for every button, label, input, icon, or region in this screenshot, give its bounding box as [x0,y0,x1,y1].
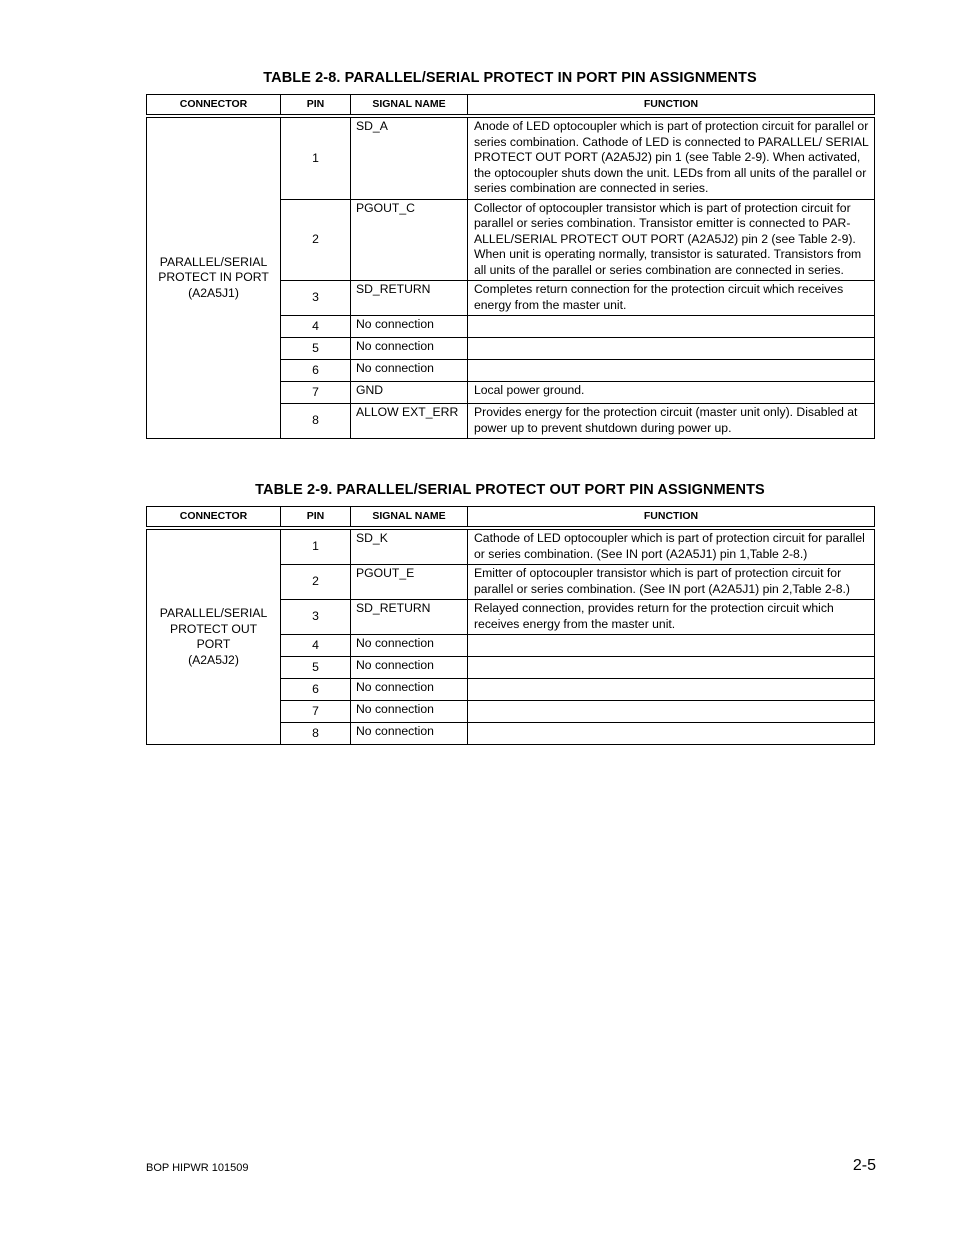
signal-cell: No connection [351,360,468,382]
pin-cell: 6 [281,679,351,701]
col-header-signal-name: SIGNAL NAME [351,507,468,527]
function-cell [468,338,875,360]
function-cell [468,635,875,657]
function-cell [468,701,875,723]
function-cell: Emitter of optocoupler transistor which is part of protection circuit for parallel or series combination. (See IN port (A2A5J1) pin 2,Table 2-8.) [468,565,875,600]
connector-line: PROTECT OUT [169,621,258,636]
connector-line: PARALLEL/SERIAL [159,254,268,269]
signal-cell: SD_RETURN [351,600,468,635]
connector-cell [147,530,281,745]
signal-cell: SD_RETURN [351,281,468,316]
signal-cell: No connection [351,701,468,723]
connector-line: (A2A5J1) [188,285,239,300]
table-2-8-title: TABLE 2-8. PARALLEL/SERIAL PROTECT IN PORT PIN ASSIGNMENTS [263,70,757,86]
table-2-8 [146,94,875,439]
pin-cell: 7 [281,382,351,404]
col-header-function: FUNCTION [468,95,875,115]
connector-line: PORT [196,637,231,651]
pin-cell: 7 [281,701,351,723]
function-cell: Provides energy for the protection circuit (master unit only). Disabled at power up to prevent shutdown during power up. [468,404,875,439]
table-row [147,530,875,565]
col-header-signal-name: SIGNAL NAME [351,95,468,115]
pin-cell: 4 [281,635,351,657]
pin-cell: 6 [281,360,351,382]
pin-cell: 5 [281,338,351,360]
pin-cell: 3 [281,600,351,635]
document-id: BOP HIPWR 101509 [146,1162,249,1174]
signal-cell: PGOUT_E [351,565,468,600]
function-cell: Local power ground. [468,382,875,404]
table-2-9 [146,506,875,745]
pin-cell: 5 [281,657,351,679]
connector-line: (A2A5J2) [188,652,239,667]
pin-cell: 8 [281,404,351,439]
col-header-pin: PIN [281,95,351,115]
pin-cell: 4 [281,316,351,338]
function-cell [468,723,875,745]
signal-cell: SD_A [351,118,468,200]
signal-cell: SD_K [351,530,468,565]
table-row [147,118,875,200]
function-cell [468,316,875,338]
col-header-connector: CONNECTOR [147,95,281,115]
signal-cell: No connection [351,657,468,679]
connector-line: PROTECT IN PORT [158,270,269,285]
pin-cell: 3 [281,281,351,316]
signal-cell: No connection [351,338,468,360]
function-cell: Relayed connection, provides return for the protection circuit which receives energy from the master unit. [468,600,875,635]
pin-cell: 1 [281,118,351,200]
function-cell [468,657,875,679]
function-cell: Cathode of LED optocoupler which is part of protection circuit for parallel or series combination. (See IN port (A2A5J1) pin 1,Table 2-8.) [468,530,875,565]
pin-cell: 2 [281,199,351,281]
connector-line: PARALLEL/SERIAL [159,606,268,620]
col-header-pin: PIN [281,507,351,527]
function-cell [468,679,875,701]
function-cell: Anode of LED optocoupler which is part of protection circuit for parallel or series combination. Cathode of LED is connected to PARALLEL/ SERIAL PROTECT OUT PORT (A2A5J2) pin 1 (see Table 2-9). When activated, the optocoupler shuts down the unit. LEDs from all units of the parallel or series combination are connected in series. [468,118,875,200]
function-cell: Completes return connection for the protection circuit which receives energy from the master unit. [468,281,875,316]
pin-cell: 8 [281,723,351,745]
signal-cell: ALLOW EXT_ERR [351,404,468,439]
function-cell [468,360,875,382]
header-row [147,507,875,527]
signal-cell: No connection [351,679,468,701]
connector-cell [147,118,281,439]
signal-cell: PGOUT_C [351,199,468,281]
signal-cell: GND [351,382,468,404]
table-2-9-title: TABLE 2-9. PARALLEL/SERIAL PROTECT OUT PORT PIN ASSIGNMENTS [255,482,765,498]
col-header-connector: CONNECTOR [147,507,281,527]
signal-cell: No connection [351,316,468,338]
function-cell: Collector of optocoupler transistor which is part of protection circuit for parallel or series combination. Transistor emitter is connected to PAR- ALLEL/SERIAL PROTECT OUT PORT (A2A5J2) pin 2 (see Table 2-9). When unit is operating normally, transistor is saturated. Transistors from all units of the parallel or series combination are connected in series. [468,199,875,281]
pin-cell: 1 [281,530,351,565]
signal-cell: No connection [351,635,468,657]
header-row [147,95,875,115]
page-number: 2-5 [852,1157,876,1174]
pin-cell: 2 [281,565,351,600]
signal-cell: No connection [351,723,468,745]
col-header-function: FUNCTION [468,507,875,527]
